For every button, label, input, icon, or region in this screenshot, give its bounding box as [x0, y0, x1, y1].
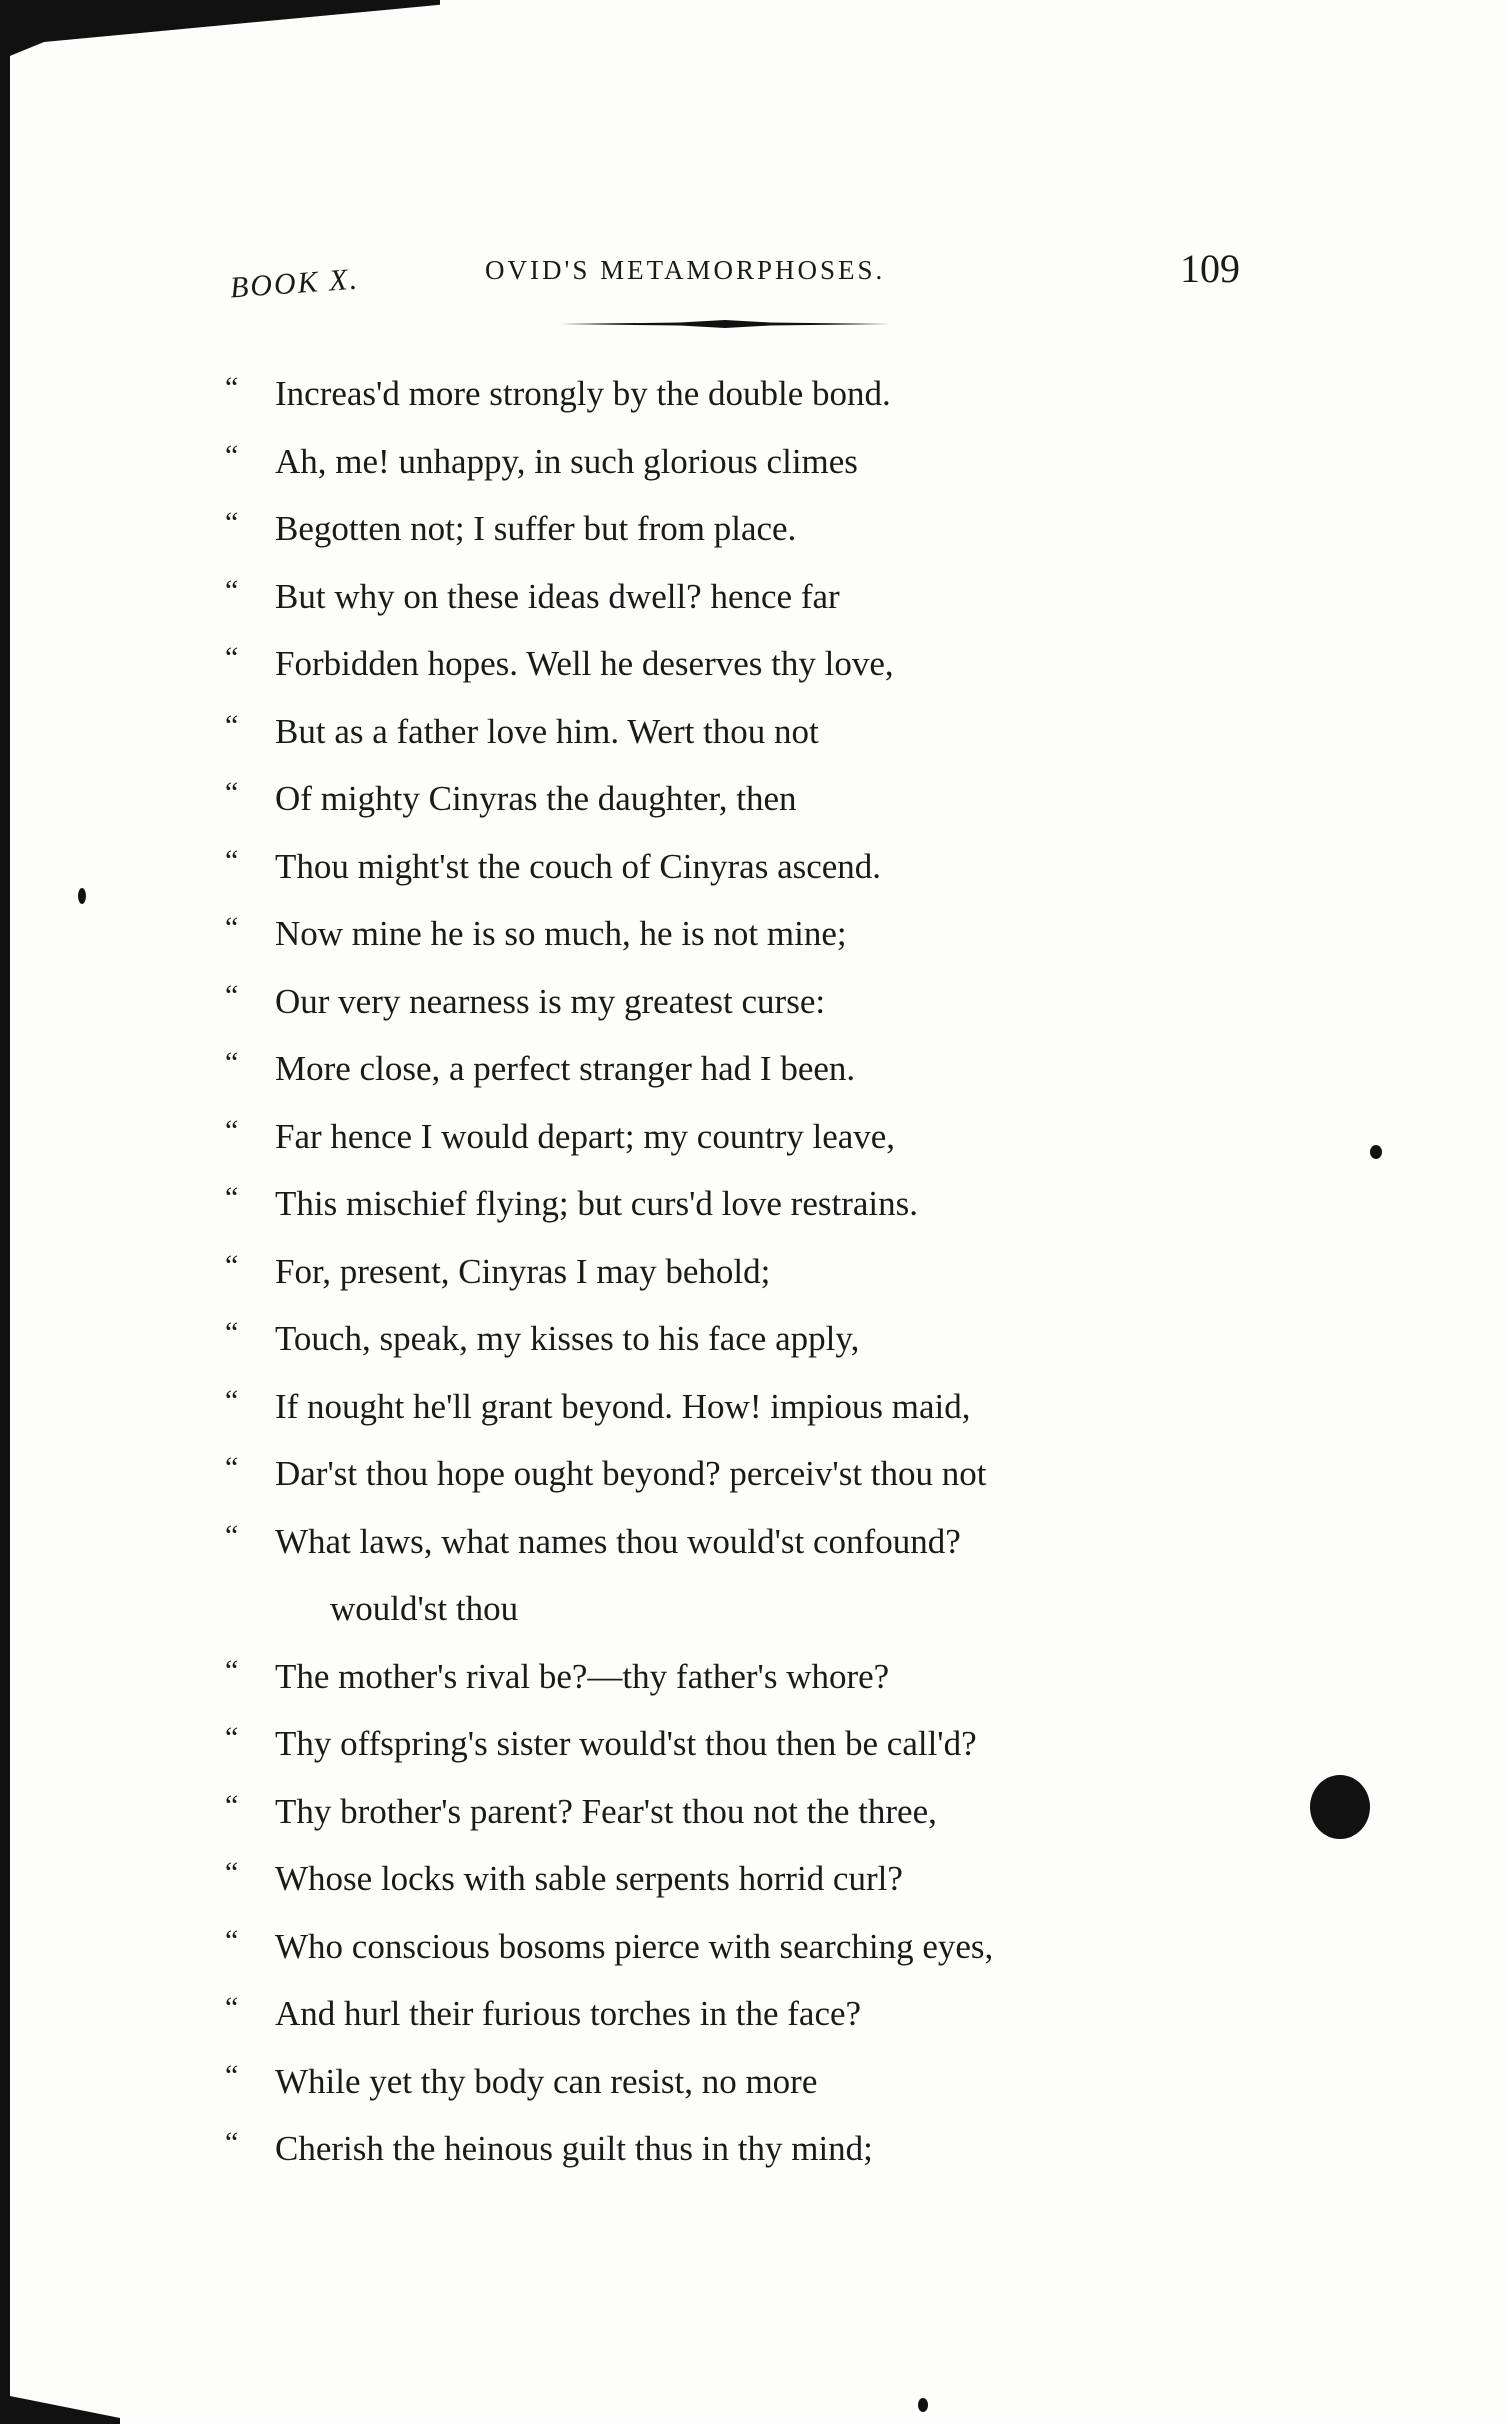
- verse-line-text: Whose locks with sable serpents horrid curl?: [275, 1859, 903, 1898]
- quote-mark: “: [225, 776, 239, 809]
- quote-mark: “: [225, 1451, 239, 1484]
- quote-mark: “: [225, 1653, 239, 1687]
- scan-edge-left: [0, 40, 10, 2410]
- poem-text: [225, 360, 1265, 2183]
- verse-line: [225, 698, 1265, 766]
- verse-line-text: Dar'st thou hope ought beyond? perceiv'st thou not: [275, 1454, 987, 1493]
- quote-mark: “: [225, 1383, 239, 1417]
- verse-line-text: Thy brother's parent? Fear'st thou not the three,: [275, 1791, 937, 1831]
- verse-line: [225, 1440, 1265, 1508]
- verse-line: [225, 1238, 1265, 1306]
- quote-mark: “: [225, 1248, 239, 1282]
- quote-mark: “: [225, 1991, 239, 2024]
- verse-line-text: Who conscious bosoms pierce with searching eyes,: [275, 1926, 994, 1966]
- verse-line-text: Now mine he is so much, he is not mine;: [275, 914, 847, 953]
- verse-line-text: More close, a perfect stranger had I been.: [275, 1049, 856, 1088]
- quote-mark: “: [225, 843, 239, 877]
- verse-line-text: But as a father love him. Wert thou not: [275, 711, 819, 751]
- quote-mark: “: [225, 911, 239, 944]
- ink-blot: [1310, 1775, 1370, 1839]
- book-label: BOOK X.: [228, 262, 360, 305]
- verse-line: [225, 563, 1265, 631]
- verse-line-text: While yet thy body can resist, no more: [275, 2061, 818, 2101]
- quote-mark: “: [225, 2126, 239, 2159]
- ink-speck: [918, 2398, 928, 2412]
- verse-line: [225, 833, 1265, 901]
- verse-line: [225, 968, 1265, 1036]
- quote-mark: “: [225, 506, 239, 539]
- ink-speck: [1370, 1145, 1382, 1159]
- verse-line-text: Our very nearness is my greatest curse:: [275, 981, 826, 1021]
- verse-line-text: Touch, speak, my kisses to his face apply,: [275, 1319, 860, 1358]
- ink-speck: [78, 888, 86, 904]
- quote-mark: “: [225, 1316, 239, 1349]
- running-header: [230, 245, 1240, 305]
- quote-mark: “: [225, 1518, 239, 1552]
- verse-line: [225, 1980, 1265, 2048]
- verse-line: [225, 900, 1265, 968]
- verse-line-continuation: [225, 1575, 1265, 1643]
- verse-line: [225, 1845, 1265, 1913]
- verse-line-text: Forbidden hopes. Well he deserves thy love,: [275, 644, 894, 683]
- verse-line-text: For, present, Cinyras I may behold;: [275, 1251, 771, 1291]
- quote-mark: “: [225, 708, 239, 742]
- verse-line-text: What laws, what names thou would'st confound?: [275, 1521, 961, 1561]
- verse-line: [225, 1103, 1265, 1171]
- verse-line-text: This mischief flying; but curs'd love restrains.: [275, 1184, 918, 1223]
- verse-line: [225, 2048, 1265, 2116]
- verse-line-text: The mother's rival be?—thy father's whore?: [275, 1656, 890, 1696]
- quote-mark: “: [225, 1046, 239, 1079]
- verse-line: [225, 1913, 1265, 1981]
- verse-line-text: Begotten not; I suffer but from place.: [275, 509, 797, 548]
- verse-line: [225, 360, 1265, 428]
- scan-edge-top: [0, 0, 440, 60]
- quote-mark: “: [225, 978, 239, 1012]
- quote-mark: “: [225, 1856, 239, 1889]
- quote-mark: “: [225, 1721, 239, 1754]
- verse-line: [225, 1305, 1265, 1373]
- quote-mark: “: [225, 1181, 239, 1214]
- quote-mark: “: [225, 438, 239, 472]
- ornamental-rule: [560, 320, 890, 328]
- verse-line: [225, 1643, 1265, 1711]
- verse-line-text: Ah, me! unhappy, in such glorious climes: [275, 441, 858, 481]
- quote-mark: “: [225, 1788, 239, 1822]
- quote-mark: “: [225, 1923, 239, 1957]
- quote-mark: “: [225, 573, 239, 607]
- verse-line-text: Thy offspring's sister would'st thou then be call'd?: [275, 1724, 977, 1763]
- quote-mark: “: [225, 2058, 239, 2092]
- quote-mark: “: [225, 641, 239, 674]
- verse-line-text: But why on these ideas dwell? hence far: [275, 576, 840, 616]
- verse-line-text: would'st thou: [330, 1589, 519, 1628]
- verse-line-text: And hurl their furious torches in the face?: [275, 1994, 862, 2033]
- verse-line: [225, 1710, 1265, 1778]
- quote-mark: “: [225, 1113, 239, 1147]
- verse-line: [225, 495, 1265, 563]
- verse-line: [225, 1778, 1265, 1846]
- verse-line-text: Cherish the heinous guilt thus in thy mind;: [275, 2129, 873, 2168]
- verse-line: [225, 1373, 1265, 1441]
- quote-mark: “: [225, 371, 239, 404]
- verse-line: [225, 1035, 1265, 1103]
- running-title: OVID'S METAMORPHOSES.: [485, 255, 886, 285]
- verse-line: [225, 630, 1265, 698]
- verse-line: [225, 428, 1265, 496]
- verse-line: [225, 1170, 1265, 1238]
- verse-line-text: Thou might'st the couch of Cinyras ascend.: [275, 846, 882, 886]
- verse-line: [225, 765, 1265, 833]
- scan-edge-bottom: [0, 2394, 120, 2424]
- verse-line-text: Of mighty Cinyras the daughter, then: [275, 779, 797, 818]
- verse-line-text: Far hence I would depart; my country leave,: [275, 1116, 896, 1156]
- verse-line: [225, 2115, 1265, 2183]
- verse-line: [225, 1508, 1265, 1576]
- verse-line-text: Increas'd more strongly by the double bond.: [275, 374, 891, 413]
- page-number: 109: [1180, 246, 1240, 291]
- verse-line-text: If nought he'll grant beyond. How! impious maid,: [275, 1386, 971, 1426]
